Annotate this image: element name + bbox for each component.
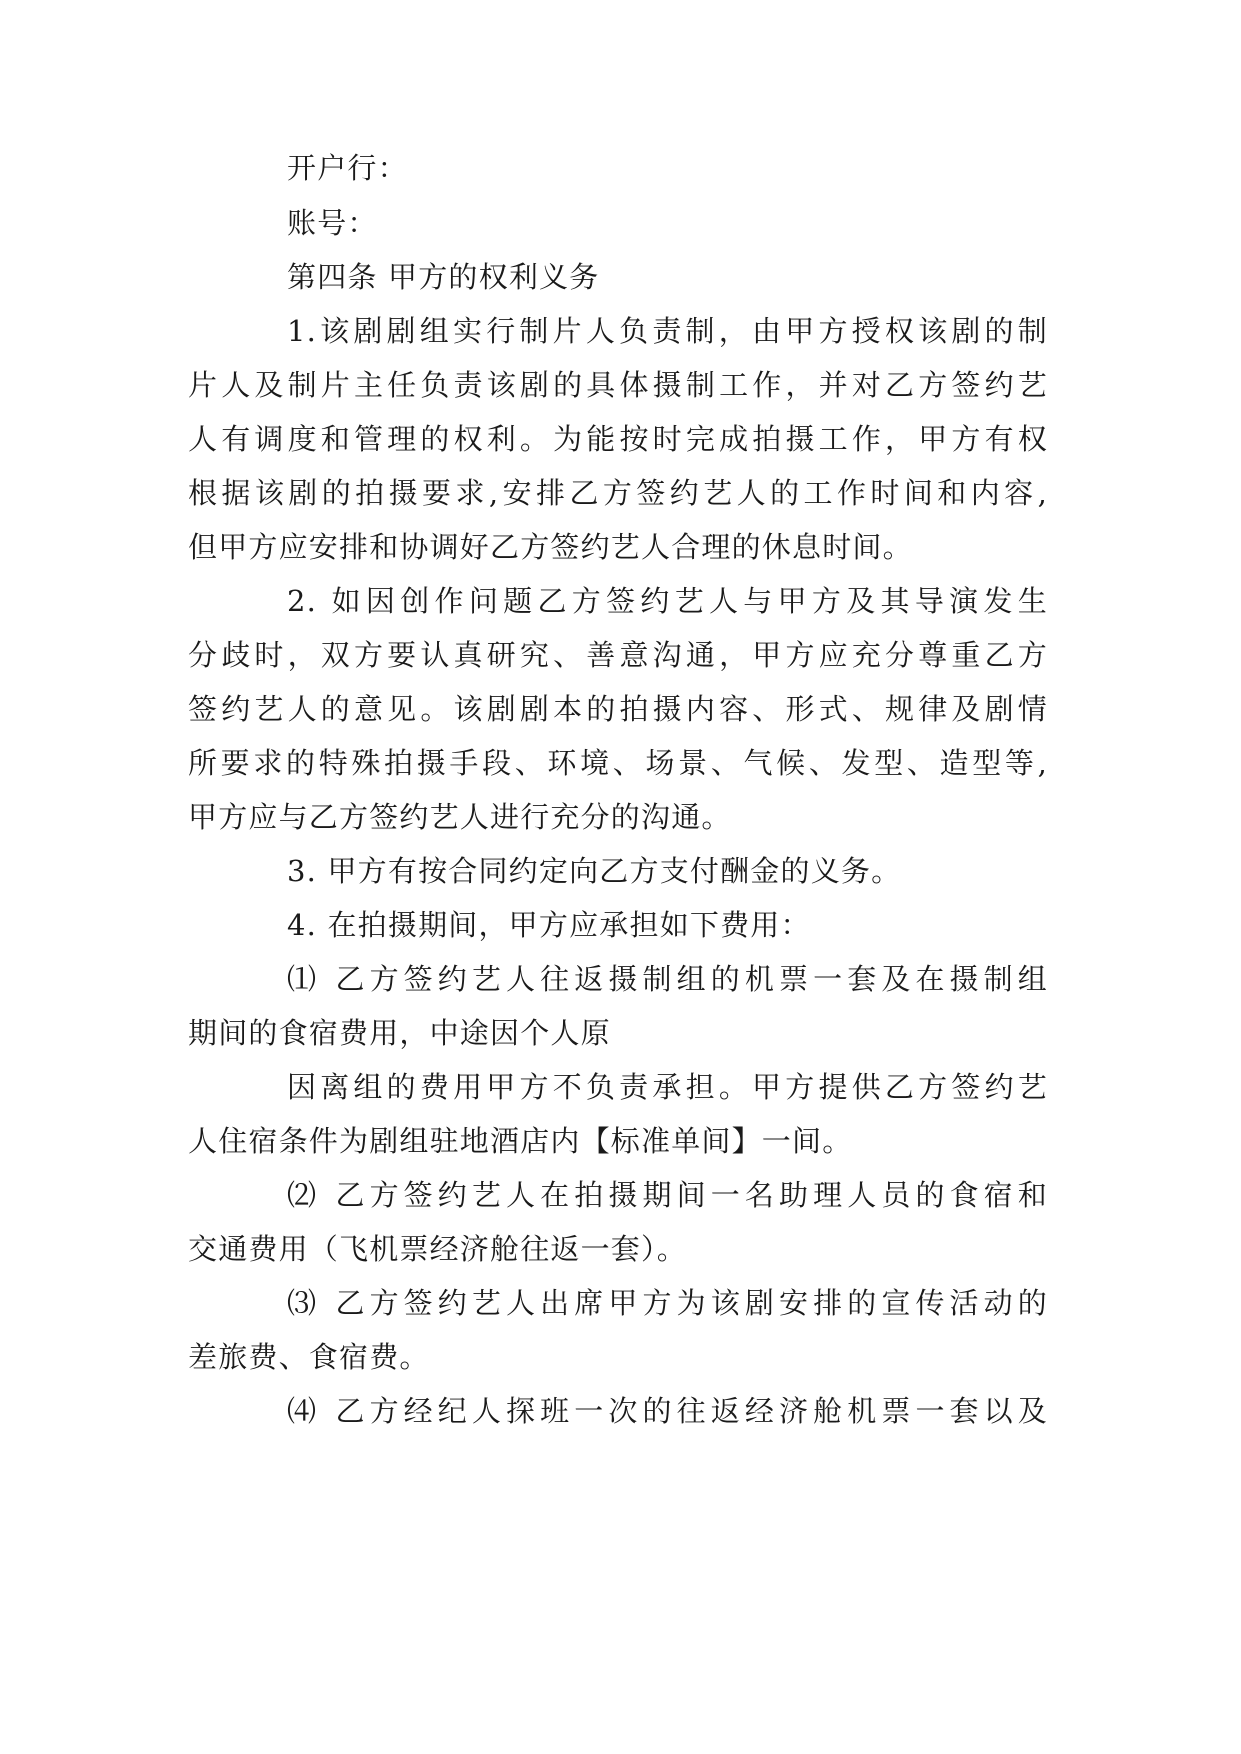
bank-label: 开户行： [287, 151, 408, 185]
paragraph-line: 所要求的特殊拍摄手段、环境、场景、气候、发型、造型等, [188, 746, 1048, 780]
paragraph-line: 人住宿条件为剧组驻地酒店内【标准单间】一间。 [188, 1124, 853, 1158]
paragraph-line: 片人及制片主任负责该剧的具体摄制工作，并对乙方签约艺 [188, 368, 1048, 402]
article-heading: 第四条 甲方的权利义务 [287, 260, 600, 294]
paragraph-line: 2. 如因创作问题乙方签约艺人与甲方及其导演发生 [287, 584, 1048, 618]
paragraph-line: 4. 在拍摄期间，甲方应承担如下费用： [287, 908, 811, 942]
account-label: 账号： [287, 206, 378, 240]
paragraph-line: ⑷ 乙方经纪人探班一次的往返经济舱机票一套以及 [287, 1394, 1048, 1428]
paragraph-line: ⑶ 乙方签约艺人出席甲方为该剧安排的宣传活动的 [287, 1286, 1048, 1320]
paragraph-line: 差旅费、食宿费。 [188, 1340, 430, 1374]
paragraph-line: 根据该剧的拍摄要求,安排乙方签约艺人的工作时间和内容, [188, 476, 1048, 510]
paragraph-line: 交通费用（飞机票经济舱往返一套）。 [188, 1232, 687, 1266]
paragraph-line: 1.该剧剧组实行制片人负责制，由甲方授权该剧的制 [287, 314, 1048, 348]
paragraph-line: 因离组的费用甲方不负责承担。甲方提供乙方签约艺 [287, 1070, 1048, 1104]
paragraph-line: 人有调度和管理的权利。为能按时完成拍摄工作，甲方有权 [188, 422, 1048, 456]
paragraph-line: 分歧时，双方要认真研究、善意沟通，甲方应充分尊重乙方 [188, 638, 1048, 672]
paragraph-line: ⑵ 乙方签约艺人在拍摄期间一名助理人员的食宿和 [287, 1178, 1048, 1212]
paragraph-line: 但甲方应安排和协调好乙方签约艺人合理的休息时间。 [188, 530, 913, 564]
paragraph-line: 3. 甲方有按合同约定向乙方支付酬金的义务。 [287, 854, 902, 888]
paragraph-line: 期间的食宿费用，中途因个人原 [188, 1016, 611, 1050]
paragraph-line: 甲方应与乙方签约艺人进行充分的沟通。 [188, 800, 732, 834]
paragraph-line: ⑴ 乙方签约艺人往返摄制组的机票一套及在摄制组 [287, 962, 1048, 996]
paragraph-line: 签约艺人的意见。该剧剧本的拍摄内容、形式、规律及剧情 [188, 692, 1048, 726]
